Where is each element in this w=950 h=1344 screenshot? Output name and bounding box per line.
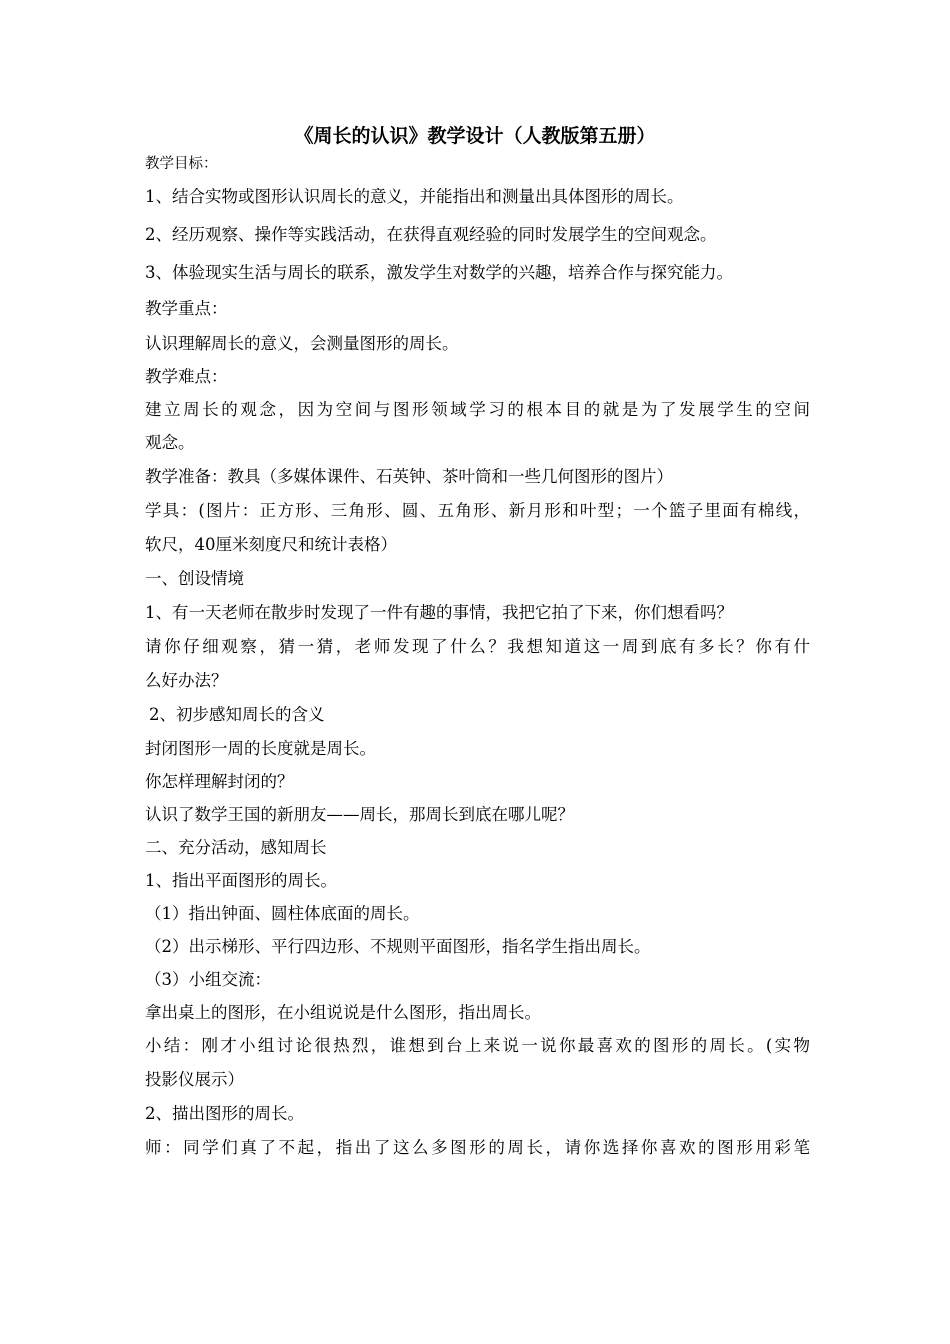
scenario-text-line-3: 么好办法？ bbox=[145, 671, 228, 690]
summary-text-line-2: 投影仪展示） bbox=[145, 1070, 244, 1089]
student-tools-line-2: 软尺，40厘米刻度尺和统计表格） bbox=[145, 535, 397, 554]
section-heading-scenario: 一、创设情境 bbox=[145, 569, 244, 588]
student-tools-line-1: 学具：(图片：正方形、三角形、圆、五角形、新月形和叶型；一个篮子里面有棉线， bbox=[145, 501, 810, 520]
document-title: 《周长的认识》教学设计（人教版第五册） bbox=[294, 125, 656, 147]
teacher-instruction-text: 师：同学们真了不起，指出了这么多图形的周长，请你选择你喜欢的图形用彩笔 bbox=[145, 1138, 810, 1157]
group-task-text: 拿出桌上的图形，在小组说说是什么图形，指出周长。 bbox=[145, 1003, 541, 1022]
difficulties-text-line-1: 建立周长的观念，因为空间与图形领域学习的根本目的就是为了发展学生的空间 bbox=[145, 400, 810, 419]
summary-text-line-1: 小结：刚才小组讨论很热烈，谁想到台上来说一说你最喜欢的图形的周长。(实物 bbox=[145, 1036, 810, 1055]
activity-1-step-2: （2）出示梯形、平行四边形、不规则平面图形，指名学生指出周长。 bbox=[145, 937, 651, 956]
section-heading-difficulties: 教学难点： bbox=[145, 367, 228, 386]
question-closed: 你怎样理解封闭的？ bbox=[145, 772, 294, 791]
objective-2: 2、经历观察、操作等实践活动，在获得直观经验的同时发展学生的空间观念。 bbox=[145, 225, 717, 244]
activity-2-heading: 2、描出图形的周长。 bbox=[145, 1104, 304, 1123]
document-body bbox=[145, 150, 810, 1165]
teaching-prep-tools: 教学准备：教具（多媒体课件、石英钟、茶叶筒和一些几何图形的图片） bbox=[145, 467, 673, 486]
scenario-text-line-2: 请你仔细观察，猜一猜，老师发现了什么？我想知道这一周到底有多长？你有什 bbox=[145, 637, 810, 656]
section-heading-key-points: 教学重点： bbox=[145, 299, 228, 318]
subheading-perceive-meaning: 2、初步感知周长的含义 bbox=[149, 705, 325, 724]
activity-1-step-3: （3）小组交流： bbox=[145, 970, 271, 989]
objective-1: 1、结合实物或图形认识周长的意义，并能指出和测量出具体图形的周长。 bbox=[145, 187, 684, 206]
key-points-text: 认识理解周长的意义，会测量图形的周长。 bbox=[145, 334, 459, 353]
activity-1-step-1: （1）指出钟面、圆柱体底面的周长。 bbox=[145, 904, 420, 923]
definition-text: 封闭图形一周的长度就是周长。 bbox=[145, 739, 376, 758]
transition-text: 认识了数学王国的新朋友——周长，那周长到底在哪儿呢？ bbox=[145, 805, 574, 824]
activity-1-heading: 1、指出平面图形的周长。 bbox=[145, 871, 337, 890]
section-heading-objectives: 教学目标： bbox=[145, 156, 218, 172]
difficulties-text-line-2: 观念。 bbox=[145, 433, 195, 452]
objective-3: 3、体验现实生活与周长的联系，激发学生对数学的兴趣，培养合作与探究能力。 bbox=[145, 263, 733, 282]
section-heading-activities: 二、充分活动，感知周长 bbox=[145, 838, 327, 857]
scenario-text-line-1: 1、有一天老师在散步时发现了一件有趣的事情，我把它拍了下来，你们想看吗？ bbox=[145, 603, 733, 622]
